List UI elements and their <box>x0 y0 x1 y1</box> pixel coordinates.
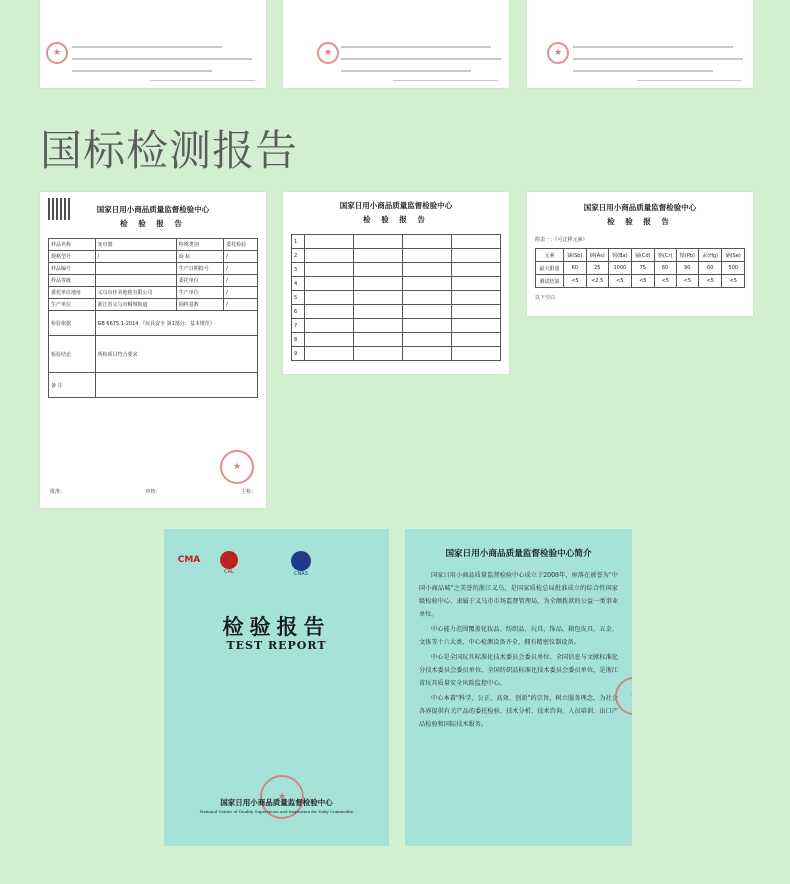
table-cell <box>452 347 501 361</box>
table-cell <box>305 305 354 319</box>
table-cell <box>354 333 403 347</box>
table-row <box>49 336 258 373</box>
top-report-card-3[interactable] <box>527 0 753 88</box>
table-cell <box>452 249 501 263</box>
table-cell <box>305 333 354 347</box>
table-cell <box>305 249 354 263</box>
table-cell <box>305 347 354 361</box>
table-cell: 规格型号 <box>49 251 96 263</box>
table-cell <box>403 263 452 277</box>
table-cell <box>305 263 354 277</box>
table-row <box>292 263 501 277</box>
table-cell: / <box>95 251 176 263</box>
table-cell <box>452 333 501 347</box>
report-signature-row <box>50 490 256 496</box>
table-cell <box>403 235 452 249</box>
table-cell <box>403 291 452 305</box>
table-cell: <5 <box>631 275 654 288</box>
table-cell: 90 <box>676 262 698 275</box>
table-cell: 75 <box>631 262 654 275</box>
table-cell <box>354 235 403 249</box>
table-cell: 委托单位地址 <box>49 287 96 299</box>
table-cell: / <box>224 287 258 299</box>
report-title: 检 验 报 告 <box>120 219 186 228</box>
table-cell: / <box>224 275 258 287</box>
row-number: 2 <box>292 249 305 263</box>
table-cell <box>305 319 354 333</box>
report-seal-icon <box>547 42 569 64</box>
report-text-line <box>341 58 501 60</box>
report-center-name: 国家日用小商品质量监督检验中心 <box>339 201 453 210</box>
table-cell: 铅(Pb) <box>676 249 698 262</box>
report-center-name: 国家日用小商品质量监督检验中心 <box>96 205 210 214</box>
table-cell <box>305 235 354 249</box>
table-cell <box>403 319 452 333</box>
table-cell <box>403 347 452 361</box>
table-cell: <5 <box>608 275 631 288</box>
intro-title: 国家日用小商品质量监督检验中心简介 <box>445 549 592 559</box>
report-title: 检 验 报 告 <box>363 215 429 224</box>
table-cell: / <box>224 299 258 311</box>
table-row <box>49 299 258 311</box>
table-row <box>536 249 745 262</box>
table-cell: 最大限量 <box>536 262 564 275</box>
table-cell: 检验结论 <box>49 336 96 373</box>
cal-logo: CAL <box>216 551 242 575</box>
table-row <box>292 333 501 347</box>
table-cell: 硒(Se) <box>722 249 745 262</box>
report-document-2[interactable] <box>283 192 509 374</box>
table-cell: 60 <box>563 262 586 275</box>
table-cell: 样品编号 <box>49 263 96 275</box>
table-cell <box>95 275 176 287</box>
report-text-line <box>393 80 498 81</box>
row-number: 6 <box>292 305 305 319</box>
table-row <box>49 287 258 299</box>
report-center-name: 国家日用小商品质量监督检验中心 <box>583 203 697 212</box>
table-cell: 钡(Ba) <box>608 249 631 262</box>
table-cell: / <box>224 263 258 275</box>
table-row <box>292 249 501 263</box>
table-cell: 样品名称 <box>49 239 96 251</box>
table-cell <box>452 263 501 277</box>
table-cell: 委托检验 <box>224 239 258 251</box>
table-cell: 汞(Hg) <box>699 249 722 262</box>
report-text-line <box>150 80 255 81</box>
table-cell <box>354 263 403 277</box>
table-row <box>49 263 258 275</box>
top-report-card-2[interactable] <box>283 0 509 88</box>
table-cell: GB 6675.1-2014 《玩具安全 第1部分：基本规范》 <box>95 311 257 336</box>
section-heading: 国标检测报告 <box>40 126 299 175</box>
top-report-card-1[interactable] <box>40 0 266 88</box>
report-text-line <box>573 58 743 60</box>
intro-paragraph: 中心本着"科学、公正、高效、创新"的宗旨，树立服务理念，为社会各界提供有关产品的委托检验、技术分析、技术咨询、人员培训、出口产品检验和国际技术服务。 <box>419 695 618 728</box>
table-cell <box>354 319 403 333</box>
table-cell <box>354 249 403 263</box>
table-cell: 生产单位 <box>176 287 223 299</box>
report-seal-icon <box>317 42 339 64</box>
row-number: 8 <box>292 333 305 347</box>
cma-logo: CMA <box>177 555 201 565</box>
report-text-line <box>72 46 222 48</box>
signature-approve: 批准： <box>50 489 66 495</box>
row-number: 5 <box>292 291 305 305</box>
table-row <box>292 319 501 333</box>
element-table <box>535 248 745 288</box>
table-cell <box>354 291 403 305</box>
table-row <box>292 277 501 291</box>
intro-paragraph: 中心是全国玩具标准化技术委员会委员单位、全国信息与文献标准化分技术委员会委员单位、全国纺织品标准化技术委员会委员单位，是浙江省玩具质量安全风险监控中心。 <box>419 654 618 687</box>
table-caption: 附表一：《可迁移元素》 <box>535 237 588 243</box>
table-cell: 义乌市佳美地毯有限公司 <box>95 287 176 299</box>
table-row <box>536 262 745 275</box>
table-cell: 60 <box>654 262 676 275</box>
table-cell: 铬(Cr) <box>654 249 676 262</box>
table-cell: 锑(Sb) <box>563 249 586 262</box>
table-cell <box>403 249 452 263</box>
signature-inspector: 主检： <box>240 489 256 495</box>
report-text-line <box>341 70 471 72</box>
report-text-line <box>72 70 212 72</box>
row-number: 1 <box>292 235 305 249</box>
table-cell: 备 注 <box>49 373 96 398</box>
table-row <box>292 347 501 361</box>
report-text-line <box>573 46 733 48</box>
row-number: 9 <box>292 347 305 361</box>
report-text-line <box>72 58 252 60</box>
table-cell: 委托单位 <box>176 275 223 287</box>
table-cell <box>354 277 403 291</box>
report-table <box>48 238 258 398</box>
table-row <box>49 373 258 398</box>
table-cell: <5 <box>654 275 676 288</box>
row-number: 4 <box>292 277 305 291</box>
row-number: 7 <box>292 319 305 333</box>
table-cell <box>452 235 501 249</box>
table-cell: 25 <box>586 262 608 275</box>
table-row <box>49 239 258 251</box>
signature-review: 审核： <box>145 489 161 495</box>
table-cell: 样品等级 <box>49 275 96 287</box>
row-number: 3 <box>292 263 305 277</box>
table-cell: / <box>224 251 258 263</box>
table-footer: 以下空白 <box>535 295 556 301</box>
table-cell: 镉(Cd) <box>631 249 654 262</box>
report-table <box>291 234 501 361</box>
cover-title-cn: 检验报告 <box>222 614 331 639</box>
cover-title-en: TEST REPORT <box>226 639 327 652</box>
table-cell: 1000 <box>608 262 631 275</box>
cover-center-name-en: National Center of Quality Supervision and Inspection for Daily Commodity <box>199 809 354 814</box>
intro-paragraph: 国家日用小商品质量监督检验中心成立于2008年，座落在被誉为"中国小商品城"之美誉的浙江义乌，是国家质检总局批准成立的综合性国家级检验中心，隶属于义乌市市场监督管理局，为全额拨款的公益一类事业单位。 <box>419 572 618 618</box>
cover-center-name: 国家日用小商品质量监督检验中心 <box>220 798 333 807</box>
table-cell <box>354 347 403 361</box>
table-cell: 宠巾器 <box>95 239 176 251</box>
table-cell: 60 <box>699 262 722 275</box>
report-text-line <box>573 70 713 72</box>
table-cell: 生产日期批号 <box>176 263 223 275</box>
report-title: 检 验 报 告 <box>607 217 673 226</box>
table-cell <box>305 277 354 291</box>
table-cell: 砷(As) <box>586 249 608 262</box>
table-cell: 所检项目符合要求 <box>95 336 257 373</box>
report-text-line <box>341 46 491 48</box>
table-cell <box>95 373 257 398</box>
table-cell <box>452 291 501 305</box>
table-cell: <5 <box>676 275 698 288</box>
table-row <box>292 305 501 319</box>
table-cell: <2.5 <box>586 275 608 288</box>
table-cell: <5 <box>722 275 745 288</box>
table-cell: 特殊类别 <box>176 239 223 251</box>
table-cell <box>403 305 452 319</box>
table-row <box>49 251 258 263</box>
intro-body <box>419 569 618 733</box>
table-cell <box>452 305 501 319</box>
table-cell <box>403 277 452 291</box>
report-text-line <box>637 80 742 81</box>
table-cell <box>95 263 176 275</box>
report-cover[interactable] <box>164 529 389 846</box>
center-introduction[interactable] <box>405 529 632 846</box>
table-row <box>536 275 745 288</box>
table-row <box>49 275 258 287</box>
table-cell: <5 <box>563 275 586 288</box>
table-cell <box>452 319 501 333</box>
report-seal-icon <box>46 42 68 64</box>
table-cell: 500 <box>722 262 745 275</box>
table-cell: 浙江省义乌市稠城街道 <box>95 299 176 311</box>
table-cell <box>354 305 403 319</box>
table-cell <box>452 277 501 291</box>
table-cell: <5 <box>699 275 722 288</box>
table-cell: 商 标 <box>176 251 223 263</box>
table-row <box>292 291 501 305</box>
table-cell: 生产单位 <box>49 299 96 311</box>
table-cell: 抽样基数 <box>176 299 223 311</box>
report-document-1[interactable] <box>40 192 266 508</box>
intro-paragraph: 中心能力范围覆盖化妆品、纺织品、玩具、饰品、箱包皮具、五金、文体等十六大类，中心检测设备齐全，拥有精密仪器设备。 <box>419 626 618 646</box>
table-cell: 元素 <box>536 249 564 262</box>
table-cell <box>403 333 452 347</box>
official-seal-icon <box>220 450 254 484</box>
table-cell: 检验依据 <box>49 311 96 336</box>
table-row <box>292 235 501 249</box>
table-cell <box>305 291 354 305</box>
table-cell: 测试结果 <box>536 275 564 288</box>
table-row <box>49 311 258 336</box>
cnas-logo: CNAS <box>286 551 316 577</box>
report-document-3[interactable] <box>527 192 753 316</box>
